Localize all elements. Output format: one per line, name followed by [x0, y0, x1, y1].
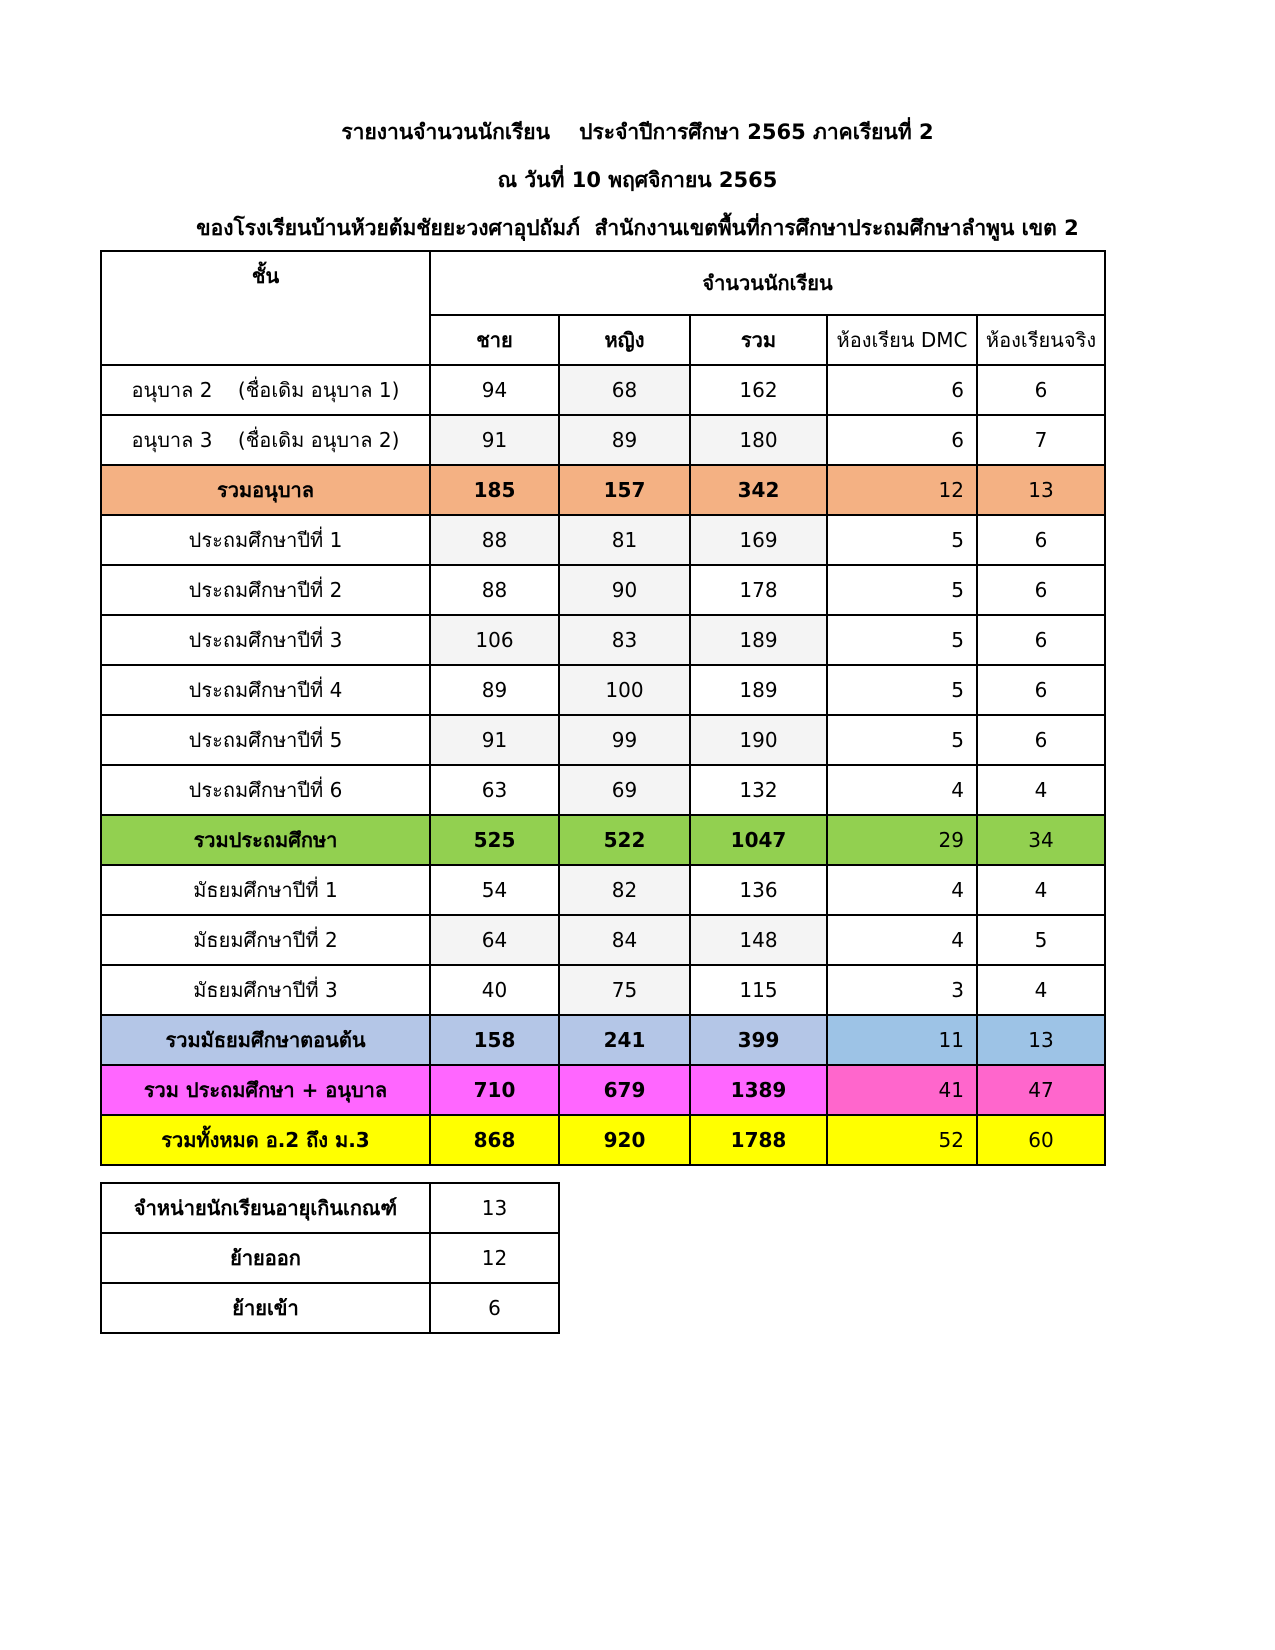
- cell-male: 185: [430, 465, 559, 515]
- cell-total: 1389: [690, 1065, 827, 1115]
- cell-real-rooms: 5: [977, 915, 1105, 965]
- cell-real-rooms: 60: [977, 1115, 1105, 1165]
- cell-total: 162: [690, 365, 827, 415]
- table-row: [101, 565, 1105, 615]
- cell-class-name: ประถมศึกษาปีที่ 5: [101, 715, 430, 765]
- cell-class-name: ประถมศึกษาปีที่ 3: [101, 615, 430, 665]
- cell-dmc-rooms: 4: [827, 865, 977, 915]
- cell-real-rooms: 4: [977, 865, 1105, 915]
- cell-dmc-rooms: 6: [827, 415, 977, 465]
- cell-class-name: รวมมัธยมศึกษาตอนต้น: [101, 1015, 430, 1065]
- table-row: [101, 865, 1105, 915]
- cell-dmc-rooms: 52: [827, 1115, 977, 1165]
- cell-total: 132: [690, 765, 827, 815]
- table-row: [101, 715, 1105, 765]
- transfer-label: ย้ายออก: [101, 1233, 430, 1283]
- cell-class-name: ประถมศึกษาปีที่ 2: [101, 565, 430, 615]
- cell-dmc-rooms: 4: [827, 765, 977, 815]
- header-class: ชั้น: [101, 251, 430, 365]
- cell-female: 920: [559, 1115, 690, 1165]
- cell-male: 63: [430, 765, 559, 815]
- header-dmc-rooms: ห้องเรียน DMC: [827, 315, 977, 365]
- cell-female: 157: [559, 465, 690, 515]
- cell-female: 69: [559, 765, 690, 815]
- student-count-table: [100, 250, 1106, 1166]
- cell-dmc-rooms: 5: [827, 665, 977, 715]
- table-row: [101, 665, 1105, 715]
- cell-dmc-rooms: 3: [827, 965, 977, 1015]
- summary-row: [101, 1065, 1105, 1115]
- cell-real-rooms: 6: [977, 515, 1105, 565]
- cell-male: 710: [430, 1065, 559, 1115]
- cell-real-rooms: 6: [977, 715, 1105, 765]
- cell-total: 1047: [690, 815, 827, 865]
- cell-class-name: มัธยมศึกษาปีที่ 1: [101, 865, 430, 915]
- table-row: [101, 765, 1105, 815]
- header-female: หญิง: [559, 315, 690, 365]
- cell-real-rooms: 6: [977, 665, 1105, 715]
- cell-total: 136: [690, 865, 827, 915]
- cell-total: 115: [690, 965, 827, 1015]
- cell-female: 82: [559, 865, 690, 915]
- cell-female: 522: [559, 815, 690, 865]
- cell-total: 1788: [690, 1115, 827, 1165]
- cell-female: 89: [559, 415, 690, 465]
- cell-total: 169: [690, 515, 827, 565]
- cell-dmc-rooms: 29: [827, 815, 977, 865]
- cell-female: 100: [559, 665, 690, 715]
- transfer-row: [101, 1283, 559, 1333]
- cell-male: 54: [430, 865, 559, 915]
- cell-total: 178: [690, 565, 827, 615]
- cell-female: 75: [559, 965, 690, 1015]
- cell-real-rooms: 6: [977, 615, 1105, 665]
- transfer-value: 6: [430, 1283, 559, 1333]
- transfer-label: ย้ายเข้า: [101, 1283, 430, 1333]
- summary-row: [101, 465, 1105, 515]
- cell-male: 88: [430, 515, 559, 565]
- cell-class-name: มัธยมศึกษาปีที่ 2: [101, 915, 430, 965]
- table-row: [101, 365, 1105, 415]
- cell-real-rooms: 34: [977, 815, 1105, 865]
- header-student-count: จำนวนนักเรียน: [430, 251, 1105, 315]
- cell-real-rooms: 6: [977, 365, 1105, 415]
- header-male: ชาย: [430, 315, 559, 365]
- cell-male: 89: [430, 665, 559, 715]
- transfer-row: [101, 1233, 559, 1283]
- cell-dmc-rooms: 5: [827, 565, 977, 615]
- cell-male: 91: [430, 715, 559, 765]
- transfer-row: [101, 1183, 559, 1233]
- cell-male: 868: [430, 1115, 559, 1165]
- cell-real-rooms: 13: [977, 465, 1105, 515]
- cell-female: 90: [559, 565, 690, 615]
- cell-male: 158: [430, 1015, 559, 1065]
- transfer-value: 12: [430, 1233, 559, 1283]
- cell-dmc-rooms: 5: [827, 615, 977, 665]
- cell-real-rooms: 4: [977, 965, 1105, 1015]
- cell-real-rooms: 7: [977, 415, 1105, 465]
- cell-class-name: ประถมศึกษาปีที่ 6: [101, 765, 430, 815]
- cell-real-rooms: 13: [977, 1015, 1105, 1065]
- cell-total: 148: [690, 915, 827, 965]
- cell-total: 180: [690, 415, 827, 465]
- table-row: [101, 965, 1105, 1015]
- cell-real-rooms: 4: [977, 765, 1105, 815]
- transfer-table: [100, 1182, 560, 1334]
- report-title: รายงานจำนวนนักเรียน ประจำปีการศึกษา 2565 ภาคเรียนที่ 2: [341, 120, 934, 144]
- cell-total: 190: [690, 715, 827, 765]
- cell-female: 83: [559, 615, 690, 665]
- summary-row: [101, 1015, 1105, 1065]
- cell-class-name: อนุบาล 2 (ชื่อเดิม อนุบาล 1): [101, 365, 430, 415]
- summary-row: [101, 815, 1105, 865]
- cell-female: 81: [559, 515, 690, 565]
- transfer-value: 13: [430, 1183, 559, 1233]
- cell-class-name: ประถมศึกษาปีที่ 1: [101, 515, 430, 565]
- cell-male: 91: [430, 415, 559, 465]
- cell-class-name: รวมอนุบาล: [101, 465, 430, 515]
- table-row: [101, 515, 1105, 565]
- cell-class-name: ประถมศึกษาปีที่ 4: [101, 665, 430, 715]
- cell-female: 99: [559, 715, 690, 765]
- cell-dmc-rooms: 4: [827, 915, 977, 965]
- cell-total: 399: [690, 1015, 827, 1065]
- cell-class-name: มัธยมศึกษาปีที่ 3: [101, 965, 430, 1015]
- cell-female: 679: [559, 1065, 690, 1115]
- report-date: ณ วันที่ 10 พฤศจิกายน 2565: [497, 168, 778, 192]
- table-row: [101, 915, 1105, 965]
- cell-female: 241: [559, 1015, 690, 1065]
- cell-total: 189: [690, 665, 827, 715]
- cell-male: 64: [430, 915, 559, 965]
- cell-female: 68: [559, 365, 690, 415]
- cell-dmc-rooms: 11: [827, 1015, 977, 1065]
- cell-total: 189: [690, 615, 827, 665]
- report-school: ของโรงเรียนบ้านห้วยต้มชัยยะวงศาอุปถัมภ์ สำนักงานเขตพื้นที่การศึกษาประถมศึกษาลำพูน เขต 2: [196, 216, 1079, 240]
- cell-male: 88: [430, 565, 559, 615]
- table-row: [101, 615, 1105, 665]
- cell-dmc-rooms: 12: [827, 465, 977, 515]
- cell-dmc-rooms: 6: [827, 365, 977, 415]
- cell-class-name: รวมประถมศึกษา: [101, 815, 430, 865]
- cell-class-name: รวม ประถมศึกษา + อนุบาล: [101, 1065, 430, 1115]
- table-row: [101, 415, 1105, 465]
- cell-class-name: รวมทั้งหมด อ.2 ถึง ม.3: [101, 1115, 430, 1165]
- header-real-rooms: ห้องเรียนจริง: [977, 315, 1105, 365]
- cell-male: 40: [430, 965, 559, 1015]
- header-total: รวม: [690, 315, 827, 365]
- cell-male: 94: [430, 365, 559, 415]
- cell-class-name: อนุบาล 3 (ชื่อเดิม อนุบาล 2): [101, 415, 430, 465]
- cell-female: 84: [559, 915, 690, 965]
- cell-dmc-rooms: 5: [827, 515, 977, 565]
- cell-real-rooms: 6: [977, 565, 1105, 615]
- cell-real-rooms: 47: [977, 1065, 1105, 1115]
- cell-total: 342: [690, 465, 827, 515]
- cell-dmc-rooms: 5: [827, 715, 977, 765]
- transfer-label: จำหน่ายนักเรียนอายุเกินเกณฑ์: [101, 1183, 430, 1233]
- summary-row: [101, 1115, 1105, 1165]
- cell-male: 106: [430, 615, 559, 665]
- cell-male: 525: [430, 815, 559, 865]
- cell-dmc-rooms: 41: [827, 1065, 977, 1115]
